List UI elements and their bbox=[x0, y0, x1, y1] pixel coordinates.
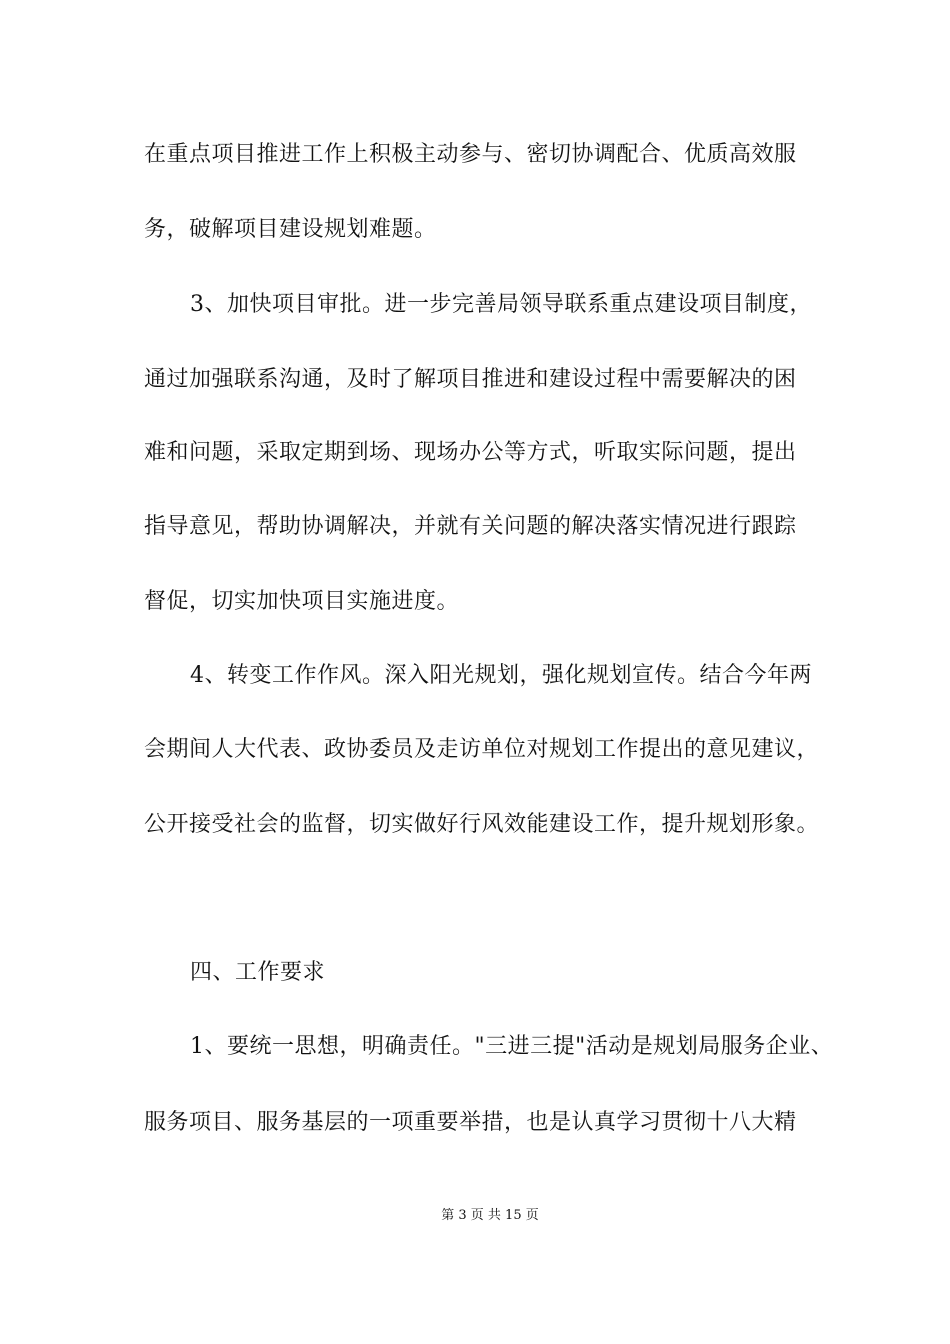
paragraph-4-line-2: 服务项目、服务基层的一项重要举措，也是认真学习贯彻十八大精 bbox=[144, 1110, 797, 1135]
paragraph-2-line-1: 3、加快项目审批。进一步完善局领导联系重点建设项目制度， bbox=[190, 292, 812, 317]
paragraph-2-line-2: 通过加强联系沟通，及时了解项目推进和建设过程中需要解决的困 bbox=[144, 367, 797, 392]
paragraph-3-line-3: 公开接受社会的监督，切实做好行风效能建设工作，提升规划形象。 bbox=[144, 812, 820, 837]
paragraph-2-line-5: 督促，切实加快项目实施进度。 bbox=[144, 589, 460, 614]
paragraph-2-line-3: 难和问题，采取定期到场、现场办公等方式，听取实际问题，提出 bbox=[144, 440, 797, 465]
paragraph-3-line-1: 4、转变工作作风。深入阳光规划，强化规划宣传。结合今年两 bbox=[190, 663, 812, 688]
paragraph-1-line-2: 务，破解项目建设规划难题。 bbox=[144, 217, 437, 242]
paragraph-2-line-4: 指导意见，帮助协调解决，并就有关问题的解决落实情况进行跟踪 bbox=[144, 514, 797, 539]
section-heading: 四、工作要求 bbox=[190, 960, 326, 985]
paragraph-4-line-1: 1、要统一思想，明确责任。"三进三提"活动是规划局服务企业、 bbox=[190, 1034, 834, 1059]
paragraph-1-line-1: 在重点项目推进工作上积极主动参与、密切协调配合、优质高效服 bbox=[144, 142, 797, 167]
paragraph-3-line-2: 会期间人大代表、政协委员及走访单位对规划工作提出的意见建议， bbox=[144, 737, 820, 762]
page-footer: 第 3 页 共 15 页 bbox=[441, 1208, 539, 1223]
